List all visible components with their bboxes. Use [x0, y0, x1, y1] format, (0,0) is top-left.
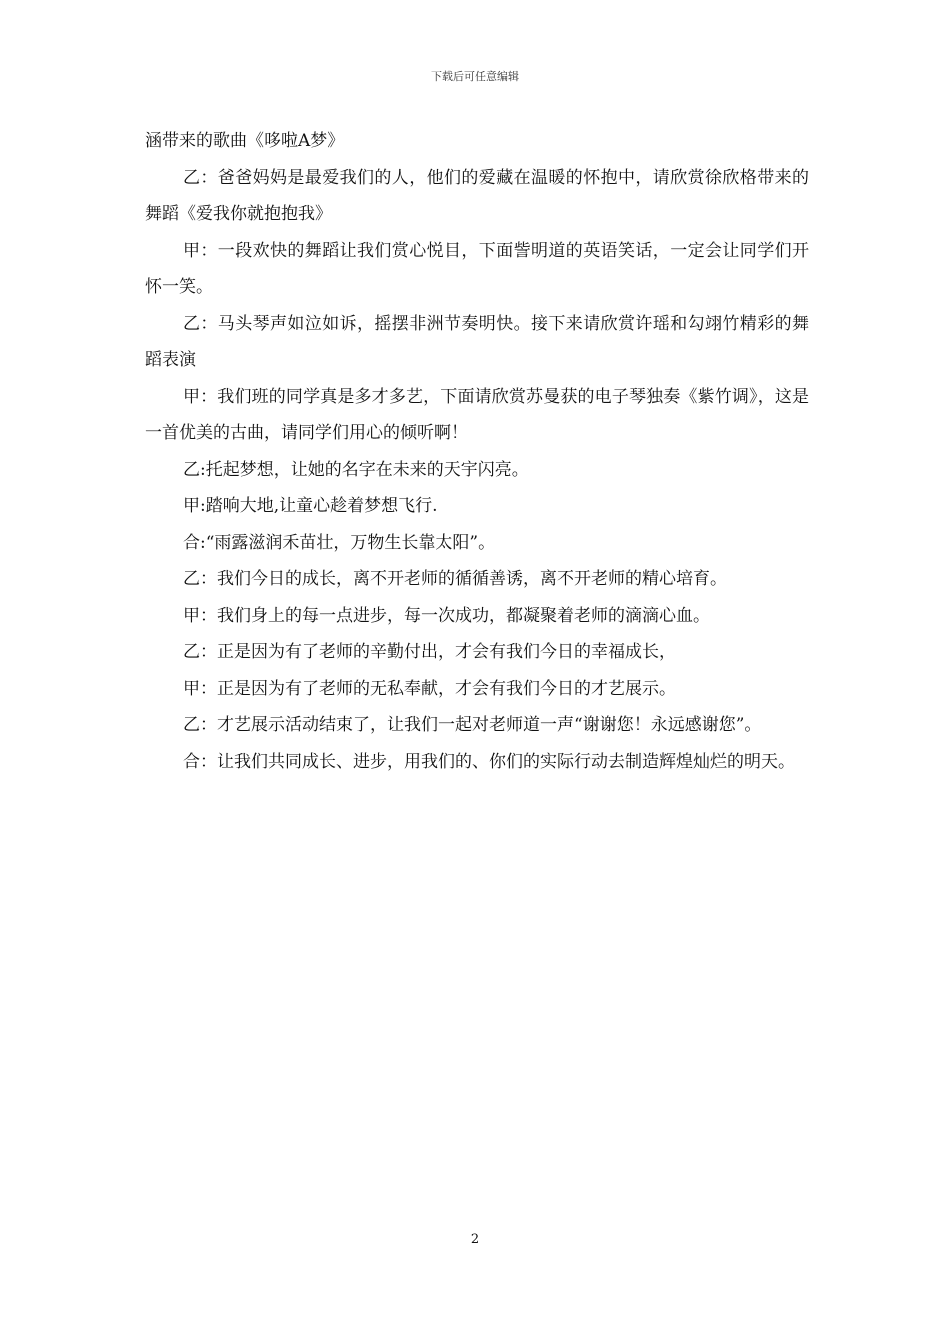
paragraph: 乙：马头琴声如泣如诉，摇摆非洲节奏明快。接下来请欣赏许瑶和勾翊竹精彩的舞蹈表演	[145, 313, 809, 370]
page-header: 下载后可任意编辑	[431, 70, 519, 83]
paragraph: 乙：爸爸妈妈是最爱我们的人，他们的爱藏在温暖的怀抱中，请欣赏徐欣格带来的舞蹈《爱我你就抱抱我》	[145, 167, 809, 224]
paragraph: 涵带来的歌曲《哆啦A梦》	[145, 131, 345, 151]
paragraph: 甲：我们班的同学真是多才多艺，下面请欣赏苏曼获的电子琴独奏《紫竹调》，这是一首优美的古曲，请同学们用心的倾听啊！	[145, 386, 809, 443]
paragraph: 甲：我们身上的每一点进步，每一次成功，都凝聚着老师的滴滴心血。	[183, 605, 710, 626]
paragraph: 乙：才艺展示活动结束了，让我们一起对老师道一声“谢谢您！永远感谢您”。	[183, 715, 762, 735]
paragraph: 乙：正是因为有了老师的辛勤付出，才会有我们今日的幸福成长，	[183, 642, 676, 662]
paragraph: 乙：我们今日的成长，离不开老师的循循善诱，离不开老师的精心培育。	[183, 569, 727, 589]
paragraph: 乙:托起梦想，让她的名字在未来的天宇闪亮。	[183, 459, 529, 480]
paragraph: 合:“雨露滋润禾苗壮，万物生长靠太阳”。	[183, 532, 496, 553]
document-body	[145, 123, 809, 780]
page-number: 2	[470, 1232, 480, 1247]
paragraph: 甲:踏响大地,让童心趁着梦想飞行.	[183, 496, 438, 516]
paragraph: 甲：一段欢快的舞蹈让我们赏心悦目，下面訾明道的英语笑话，一定会让同学们开怀一笑。	[145, 240, 809, 297]
paragraph: 甲：正是因为有了老师的无私奉献，才会有我们今日的才艺展示。	[183, 678, 676, 699]
paragraph: 合：让我们共同成长、进步，用我们的、你们的实际行动去制造辉煌灿烂的明天。	[183, 751, 795, 772]
